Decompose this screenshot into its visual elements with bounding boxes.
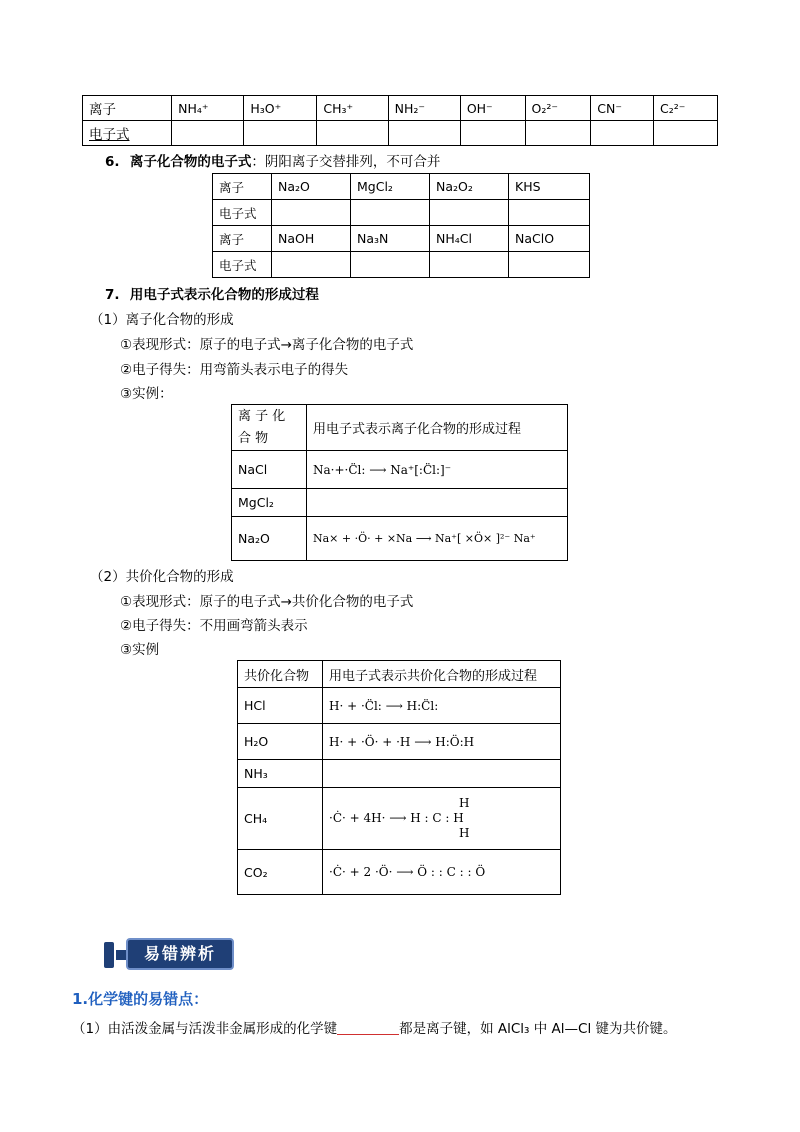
section7-title: 用电子式表示化合物的形成过程 <box>129 287 319 303</box>
part1-item3: ③实例： <box>120 386 173 402</box>
cell-label: 电子式 <box>213 252 272 278</box>
header-process: 用电子式表示共价化合物的形成过程 <box>323 661 561 688</box>
cell-naclo: NaClO <box>509 226 590 252</box>
header-process: 用电子式表示离子化合物的形成过程 <box>307 405 568 451</box>
compound-ch4: CH₄ <box>238 788 323 850</box>
ionic-compound-table <box>212 173 590 278</box>
compound-mgcl2: MgCl₂ <box>232 489 307 517</box>
process-nh3 <box>323 760 561 788</box>
part2-item1: ①表现形式：原子的电子式→共价化合物的电子式 <box>120 594 414 610</box>
section6-title: 离子化合物的电子式 <box>129 154 252 170</box>
covalent-formation-table <box>237 660 561 895</box>
header-compound: 共价化合物 <box>238 661 323 688</box>
ion-cn: CN⁻ <box>591 96 654 121</box>
part1-item1: ①表现形式：原子的电子式→离子化合物的电子式 <box>120 337 414 353</box>
cell-mgcl2: MgCl₂ <box>351 174 430 200</box>
ch4-middle: ·Ċ· + 4H· ⟶ H : C : H <box>329 811 464 825</box>
compound-na2o: Na₂O <box>232 517 307 561</box>
section6-rule: ：阴阳离子交替排列，不可合并 <box>251 154 441 170</box>
cell-label: 离子 <box>213 226 272 252</box>
ion-ch3: CH₃⁺ <box>317 96 388 121</box>
electron-formula-label: 电子式 <box>83 121 172 146</box>
section7-number: 7. <box>105 287 120 303</box>
part2-item3: ③实例 <box>120 642 160 658</box>
badge-connector-icon <box>116 950 126 960</box>
process-hcl: H· + ·C̈l: ⟶ H:C̈l: <box>323 688 561 724</box>
cell-label: 电子式 <box>213 200 272 226</box>
compound-hcl: HCl <box>238 688 323 724</box>
part1-heading: （1）离子化合物的形成 <box>90 312 234 328</box>
ion-nh2: NH₂⁻ <box>388 96 460 121</box>
compound-nh3: NH₃ <box>238 760 323 788</box>
section6-heading <box>105 150 440 170</box>
pitfall-line <box>72 1017 677 1037</box>
cell-na2o2: Na₂O₂ <box>430 174 509 200</box>
badge-bar-icon <box>104 942 114 968</box>
cell-label: 离子 <box>213 174 272 200</box>
cell-naoh: NaOH <box>272 226 351 252</box>
cell-khs: KHS <box>509 174 590 200</box>
cell-nh4cl: NH₄Cl <box>430 226 509 252</box>
process-ch4 <box>323 788 561 850</box>
section7-heading <box>105 283 319 303</box>
process-h2o: H· + ·Ö· + ·H ⟶ H:Ö:H <box>323 724 561 760</box>
compound-nacl: NaCl <box>232 451 307 489</box>
compound-h2o: H₂O <box>238 724 323 760</box>
cell-na3n: Na₃N <box>351 226 430 252</box>
ch4-top-h: H <box>459 796 470 810</box>
pitfall-line-suffix: 都是离子键，如 AlCl₃ 中 Al—Cl 键为共价键。 <box>399 1021 677 1037</box>
ion-o2: O₂²⁻ <box>525 96 591 121</box>
ion-nh4: NH₄⁺ <box>172 96 244 121</box>
part1-item2: ②电子得失：用弯箭头表示电子的得失 <box>120 362 349 378</box>
header-compound: 离 子 化 合 物 <box>232 405 307 451</box>
ch4-bottom-h: H <box>459 826 470 840</box>
cell-na2o: Na₂O <box>272 174 351 200</box>
answer-blank[interactable] <box>337 1020 399 1035</box>
ion-h3o: H₃O⁺ <box>244 96 317 121</box>
pitfall-line-prefix: （1）由活泼金属与活泼非金属形成的化学键 <box>72 1021 338 1037</box>
part2-item2: ②电子得失：不用画弯箭头表示 <box>120 618 308 634</box>
process-nacl: Na·+·C̈l: ⟶ Na⁺[:C̈l:]⁻ <box>307 451 568 489</box>
ionic-formation-table <box>231 404 568 561</box>
badge-label: 易错辨析 <box>143 944 216 963</box>
ion-header-label: 离子 <box>83 96 172 121</box>
section6-number: 6. <box>105 154 120 170</box>
compound-co2: CO₂ <box>238 850 323 895</box>
process-mgcl2 <box>307 489 568 517</box>
ion-table <box>82 95 718 146</box>
process-co2: ·Ċ· + 2 ·Ö· ⟶ Ö : : C : : Ö <box>323 850 561 895</box>
process-na2o: Na× + ·Ö· + ×Na ⟶ Na⁺[ ×Ö× ]²⁻ Na⁺ <box>307 517 568 561</box>
pitfall-heading: 1.化学键的易错点： <box>72 990 209 1008</box>
part2-heading: （2）共价化合物的形成 <box>90 569 234 585</box>
ion-oh: OH⁻ <box>460 96 525 121</box>
ion-c2: C₂²⁻ <box>654 96 718 121</box>
pitfall-badge <box>104 938 234 970</box>
